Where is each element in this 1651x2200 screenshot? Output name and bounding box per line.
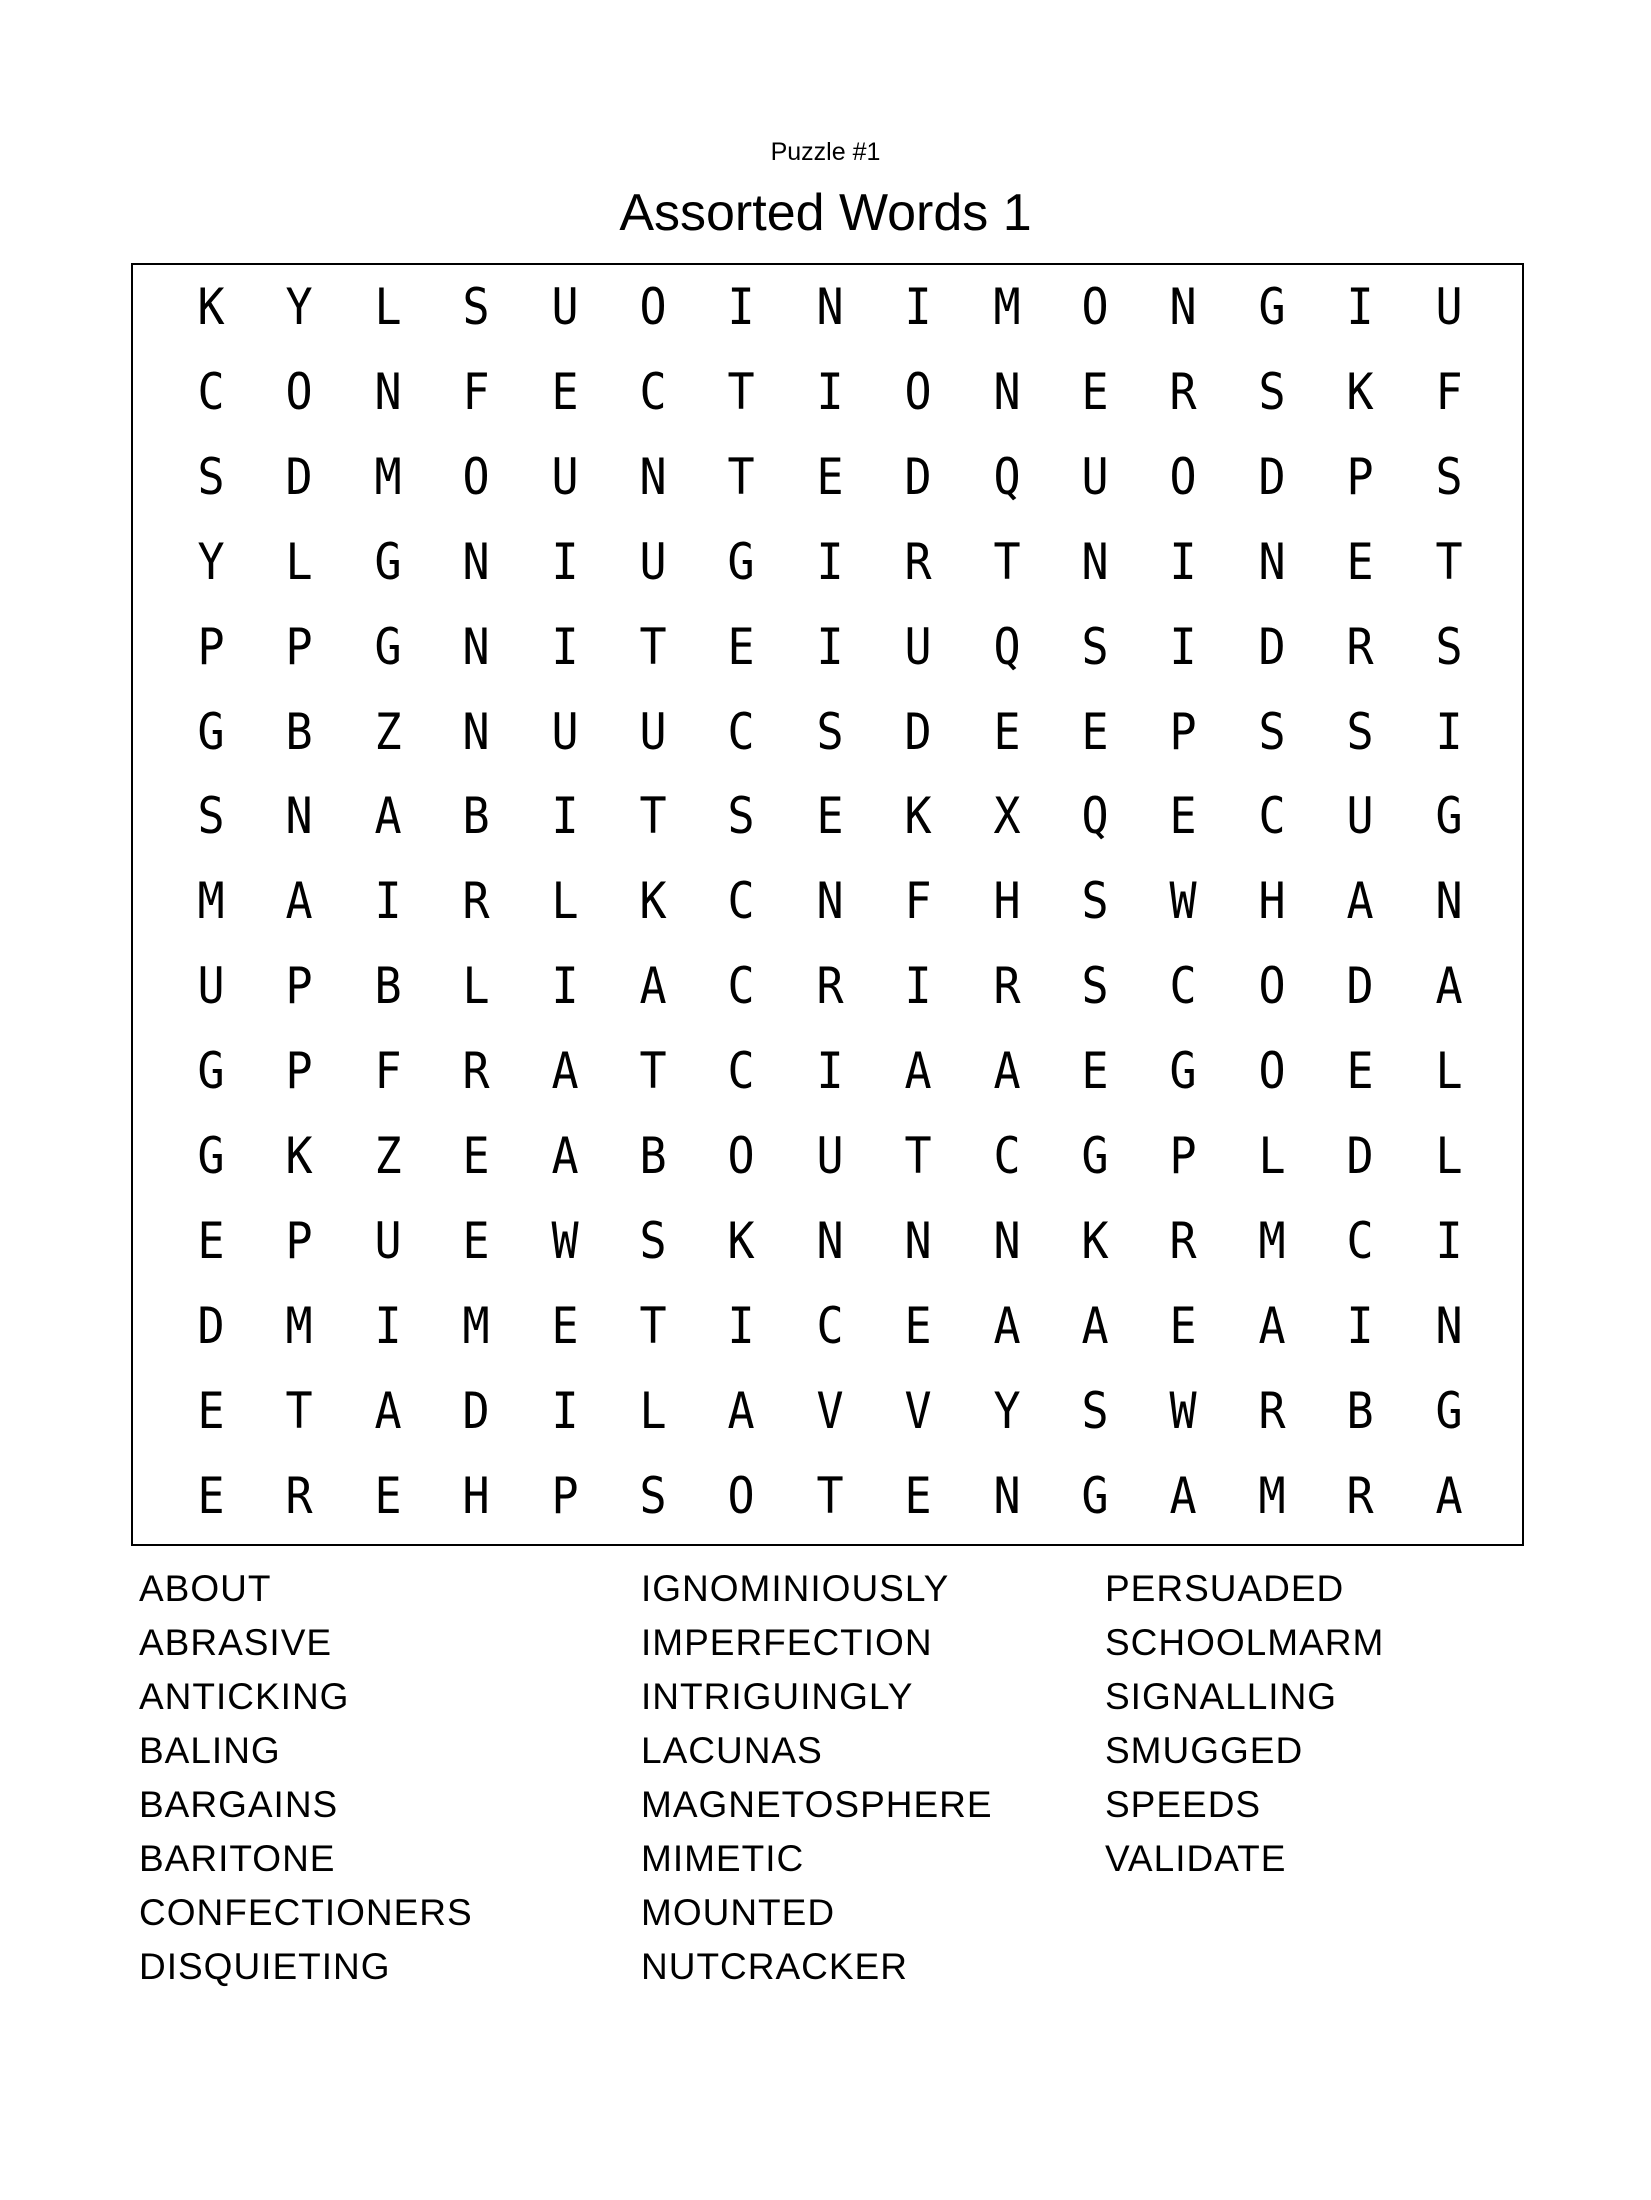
grid-letter: M (374, 447, 402, 506)
grid-letter: K (904, 787, 932, 846)
grid-letter: R (1346, 1466, 1374, 1525)
grid-letter: E (197, 1381, 225, 1440)
grid-letter: N (462, 617, 490, 676)
grid-letter: F (374, 1042, 402, 1101)
grid-letter: U (551, 702, 579, 761)
word-list-item: DISQUIETING (139, 1946, 391, 1987)
grid-letter: R (1169, 1211, 1197, 1270)
grid-letter: U (551, 447, 579, 506)
grid-letter: N (993, 1211, 1021, 1270)
grid-letter: Z (374, 1127, 402, 1185)
word-list-item: MAGNETOSPHERE (641, 1784, 993, 1825)
grid-letter: C (1258, 787, 1286, 846)
grid-letter: K (197, 278, 225, 336)
grid-letter: K (1346, 362, 1374, 421)
grid-letter: D (197, 1296, 225, 1355)
grid-letter: Z (374, 702, 402, 761)
grid-letter: I (816, 362, 844, 421)
grid-letter: N (462, 532, 490, 591)
word-list-item: BARGAINS (139, 1784, 339, 1825)
grid-letter: A (551, 1042, 579, 1101)
grid-letter: V (904, 1381, 932, 1440)
grid-letter: I (1435, 702, 1463, 761)
grid-letter: P (1169, 702, 1197, 761)
word-list-item: LACUNAS (641, 1730, 823, 1771)
grid-letter: S (639, 1211, 667, 1270)
grid-letter: E (1081, 1042, 1109, 1101)
grid-letter: N (1435, 872, 1463, 931)
grid-letter: D (1346, 1127, 1374, 1185)
grid-letter: Q (1081, 787, 1109, 846)
grid-letter: N (1258, 532, 1286, 591)
grid-letter: N (816, 872, 844, 931)
grid-letter: L (1435, 1042, 1463, 1101)
grid-letter: S (1081, 957, 1109, 1016)
grid-letter: U (1435, 278, 1463, 336)
grid-letter: E (551, 1296, 579, 1355)
grid-letter: F (1435, 362, 1463, 421)
grid-letter: E (1346, 1042, 1374, 1101)
grid-letter: Q (993, 447, 1021, 506)
grid-letter: L (285, 532, 313, 591)
word-list-item: INTRIGUINGLY (641, 1676, 914, 1717)
grid-letter: O (904, 362, 932, 421)
grid-letter: B (639, 1127, 667, 1185)
grid-letter: T (1435, 532, 1463, 591)
grid-letter: C (727, 872, 755, 931)
word-list-item: IGNOMINIOUSLY (641, 1568, 950, 1609)
grid-letter: S (1258, 702, 1286, 761)
grid-letter: T (639, 1296, 667, 1355)
grid-letter: P (285, 1042, 313, 1101)
grid-letter: D (904, 447, 932, 506)
grid-letter: H (993, 872, 1021, 931)
grid-letter: I (1346, 278, 1374, 336)
grid-letter: D (1258, 617, 1286, 676)
grid-letter: G (1169, 1042, 1197, 1101)
word-list-item: BALING (139, 1730, 281, 1771)
grid-letter: Q (993, 617, 1021, 676)
grid-letter: O (1169, 447, 1197, 506)
grid-letter: G (1081, 1466, 1109, 1525)
grid-letter: U (816, 1127, 844, 1185)
grid-letter: E (551, 362, 579, 421)
grid-letter: T (285, 1381, 313, 1440)
grid-letter: I (816, 1042, 844, 1101)
puzzle-title: Assorted Words 1 (619, 184, 1032, 242)
grid-letter: I (904, 957, 932, 1016)
grid-letter: M (1258, 1211, 1286, 1270)
grid-letter: D (1258, 447, 1286, 506)
grid-letter: C (727, 702, 755, 761)
grid-letter: I (1169, 532, 1197, 591)
grid-letter: U (1346, 787, 1374, 846)
grid-letter: D (1346, 957, 1374, 1016)
grid-letter: S (1081, 1381, 1109, 1440)
grid-letter: R (1258, 1381, 1286, 1440)
grid-letter: G (1435, 787, 1463, 846)
grid-letter: A (639, 957, 667, 1016)
grid-letter: M (285, 1296, 313, 1355)
grid-letter: G (1258, 278, 1286, 336)
grid-letter: P (197, 617, 225, 676)
grid-letter: W (1169, 872, 1197, 931)
grid-letter: P (285, 1211, 313, 1270)
grid-letter: P (285, 957, 313, 1016)
grid-letter: D (462, 1381, 490, 1440)
grid-letter: P (285, 617, 313, 676)
grid-letter: S (1435, 447, 1463, 506)
word-list-item: PERSUADED (1105, 1568, 1345, 1609)
grid-letter: I (551, 532, 579, 591)
grid-letter: O (1081, 278, 1109, 336)
grid-letter: E (462, 1211, 490, 1270)
grid-letter: I (1169, 617, 1197, 676)
grid-letter: N (374, 362, 402, 421)
grid-letter: E (816, 787, 844, 846)
word-list-item: ANTICKING (139, 1676, 350, 1717)
grid-letter: G (1081, 1127, 1109, 1185)
grid-letter: G (374, 617, 402, 676)
grid-letter: A (1081, 1296, 1109, 1355)
grid-letter: I (374, 872, 402, 931)
grid-letter: I (727, 278, 755, 336)
grid-letter: G (197, 1127, 225, 1185)
grid-letter: D (285, 447, 313, 506)
grid-letter: S (1346, 702, 1374, 761)
grid-letter: T (639, 787, 667, 846)
grid-letter: C (727, 957, 755, 1016)
grid-letter: I (816, 532, 844, 591)
grid-letter: S (1258, 362, 1286, 421)
grid-letter: K (727, 1211, 755, 1270)
puzzle-number: Puzzle #1 (770, 138, 881, 166)
grid-letter: E (993, 702, 1021, 761)
grid-letter: P (1169, 1127, 1197, 1185)
grid-letter: H (1258, 872, 1286, 931)
grid-letter: R (462, 872, 490, 931)
word-list-item: NUTCRACKER (641, 1946, 908, 1987)
grid-letter: E (727, 617, 755, 676)
grid-letter: N (1435, 1296, 1463, 1355)
grid-letter: P (1346, 447, 1374, 506)
grid-letter: X (993, 787, 1021, 846)
grid-letter: A (727, 1381, 755, 1440)
grid-letter: O (1258, 1042, 1286, 1101)
grid-letter: I (551, 787, 579, 846)
grid-letter: R (285, 1466, 313, 1525)
grid-letter: W (551, 1211, 579, 1270)
grid-letter: K (639, 872, 667, 931)
grid-letter: O (462, 447, 490, 506)
grid-letter: G (1435, 1381, 1463, 1440)
grid-letter: A (1435, 957, 1463, 1016)
grid-letter: S (1081, 617, 1109, 676)
grid-letter: N (462, 702, 490, 761)
word-list-item: CONFECTIONERS (139, 1892, 473, 1933)
grid-letter: E (197, 1466, 225, 1525)
grid-letter: N (1081, 532, 1109, 591)
grid-letter: K (285, 1127, 313, 1185)
grid-letter: B (374, 957, 402, 1016)
grid-letter: A (285, 872, 313, 931)
grid-letter: I (551, 1381, 579, 1440)
grid-letter: L (374, 278, 402, 336)
grid-letter: L (639, 1381, 667, 1440)
grid-letter: I (374, 1296, 402, 1355)
grid-letter: N (639, 447, 667, 506)
grid-letter: M (197, 872, 225, 931)
grid-letter: B (462, 787, 490, 846)
grid-letter: C (1346, 1211, 1374, 1270)
grid-letter: I (551, 957, 579, 1016)
grid-letter: C (816, 1296, 844, 1355)
grid-letter: N (1169, 278, 1197, 336)
word-list-item: VALIDATE (1105, 1838, 1287, 1879)
grid-letter: C (639, 362, 667, 421)
grid-letter: S (639, 1466, 667, 1525)
grid-letter: D (904, 702, 932, 761)
grid-letter: C (993, 1127, 1021, 1185)
grid-letter: A (904, 1042, 932, 1101)
grid-letter: S (727, 787, 755, 846)
grid-letter: U (374, 1211, 402, 1270)
grid-letter: E (462, 1127, 490, 1185)
word-list-item: ABRASIVE (139, 1622, 333, 1663)
grid-letter: S (1435, 617, 1463, 676)
grid-letter: M (993, 278, 1021, 336)
grid-letter: S (197, 787, 225, 846)
grid-letter: G (374, 532, 402, 591)
grid-letter: N (993, 1466, 1021, 1525)
grid-letter: B (1346, 1381, 1374, 1440)
grid-letter: S (462, 278, 490, 336)
word-list-item: MIMETIC (641, 1838, 805, 1879)
grid-letter: T (639, 1042, 667, 1101)
word-list-item: ABOUT (139, 1568, 272, 1609)
grid-letter: M (462, 1296, 490, 1355)
grid-letter: A (993, 1042, 1021, 1101)
grid-letter: R (462, 1042, 490, 1101)
grid-letter: O (727, 1127, 755, 1185)
grid-letter: N (904, 1211, 932, 1270)
grid-letter: E (1169, 1296, 1197, 1355)
grid-letter: U (551, 278, 579, 336)
grid-letter: E (904, 1466, 932, 1525)
grid-letter: A (993, 1296, 1021, 1355)
grid-letter: N (816, 278, 844, 336)
grid-letter: I (1346, 1296, 1374, 1355)
grid-letter: O (727, 1466, 755, 1525)
grid-letter: R (816, 957, 844, 1016)
grid-letter: M (1258, 1466, 1286, 1525)
grid-letter: A (1169, 1466, 1197, 1525)
grid-letter: O (639, 278, 667, 336)
grid-letter: T (993, 532, 1021, 591)
grid-letter: K (1081, 1211, 1109, 1270)
grid-letter: T (904, 1127, 932, 1185)
grid-letter: T (816, 1466, 844, 1525)
grid-letter: C (1169, 957, 1197, 1016)
grid-letter: U (197, 957, 225, 1016)
grid-letter: I (1435, 1211, 1463, 1270)
grid-letter: N (993, 362, 1021, 421)
grid-letter: F (904, 872, 932, 931)
grid-letter: T (639, 617, 667, 676)
grid-letter: O (1258, 957, 1286, 1016)
grid-letter: I (904, 278, 932, 336)
grid-letter: E (904, 1296, 932, 1355)
grid-letter: G (197, 1042, 225, 1101)
grid-letter: O (285, 362, 313, 421)
grid-letter: E (1169, 787, 1197, 846)
grid-letter: I (816, 617, 844, 676)
grid-letter: T (727, 362, 755, 421)
word-list-item: SIGNALLING (1105, 1676, 1338, 1717)
grid-letter: B (285, 702, 313, 761)
grid-letter: Y (993, 1381, 1021, 1440)
grid-letter: Y (285, 278, 313, 336)
grid-letter: G (727, 532, 755, 591)
grid-letter: N (285, 787, 313, 846)
grid-letter: U (1081, 447, 1109, 506)
grid-letter: E (816, 447, 844, 506)
grid-letter: A (374, 1381, 402, 1440)
grid-letter: R (993, 957, 1021, 1016)
grid-letter: C (727, 1042, 755, 1101)
grid-letter: E (374, 1466, 402, 1525)
grid-letter: S (816, 702, 844, 761)
grid-letter: P (551, 1466, 579, 1525)
grid-letter: A (1435, 1466, 1463, 1525)
grid-letter: L (462, 957, 490, 1016)
grid-letter: U (639, 532, 667, 591)
grid-letter: G (197, 702, 225, 761)
grid-letter: E (197, 1211, 225, 1270)
grid-letter: T (727, 447, 755, 506)
grid-letter: W (1169, 1381, 1197, 1440)
grid-letter: E (1081, 702, 1109, 761)
grid-letter: R (1169, 362, 1197, 421)
grid-letter: I (727, 1296, 755, 1355)
grid-letter: A (374, 787, 402, 846)
grid-letter: S (197, 447, 225, 506)
grid-letter: A (551, 1127, 579, 1185)
grid-letter: Y (197, 532, 225, 591)
grid-letter: L (1258, 1127, 1286, 1185)
grid-letter: E (1346, 532, 1374, 591)
grid-letter: L (551, 872, 579, 931)
grid-letter: I (551, 617, 579, 676)
word-list-item: SPEEDS (1105, 1784, 1262, 1825)
grid-letter: N (816, 1211, 844, 1270)
grid-letter: A (1258, 1296, 1286, 1355)
grid-letter: L (1435, 1127, 1463, 1185)
word-list-item: MOUNTED (641, 1892, 836, 1933)
word-list-item: SCHOOLMARM (1105, 1622, 1385, 1663)
grid-letter: R (1346, 617, 1374, 676)
word-list-item: SMUGGED (1105, 1730, 1304, 1771)
grid-letter: U (904, 617, 932, 676)
word-list-item: BARITONE (139, 1838, 336, 1879)
grid-letter: E (1081, 362, 1109, 421)
grid-letter: C (197, 362, 225, 421)
grid-letter: S (1081, 872, 1109, 931)
grid-letter: R (904, 532, 932, 591)
grid-letter: H (462, 1466, 490, 1525)
grid-letter: U (639, 702, 667, 761)
word-list-item: IMPERFECTION (641, 1622, 933, 1663)
grid-letter: V (816, 1381, 844, 1440)
grid-letter: F (462, 362, 490, 421)
grid-letter: A (1346, 872, 1374, 931)
